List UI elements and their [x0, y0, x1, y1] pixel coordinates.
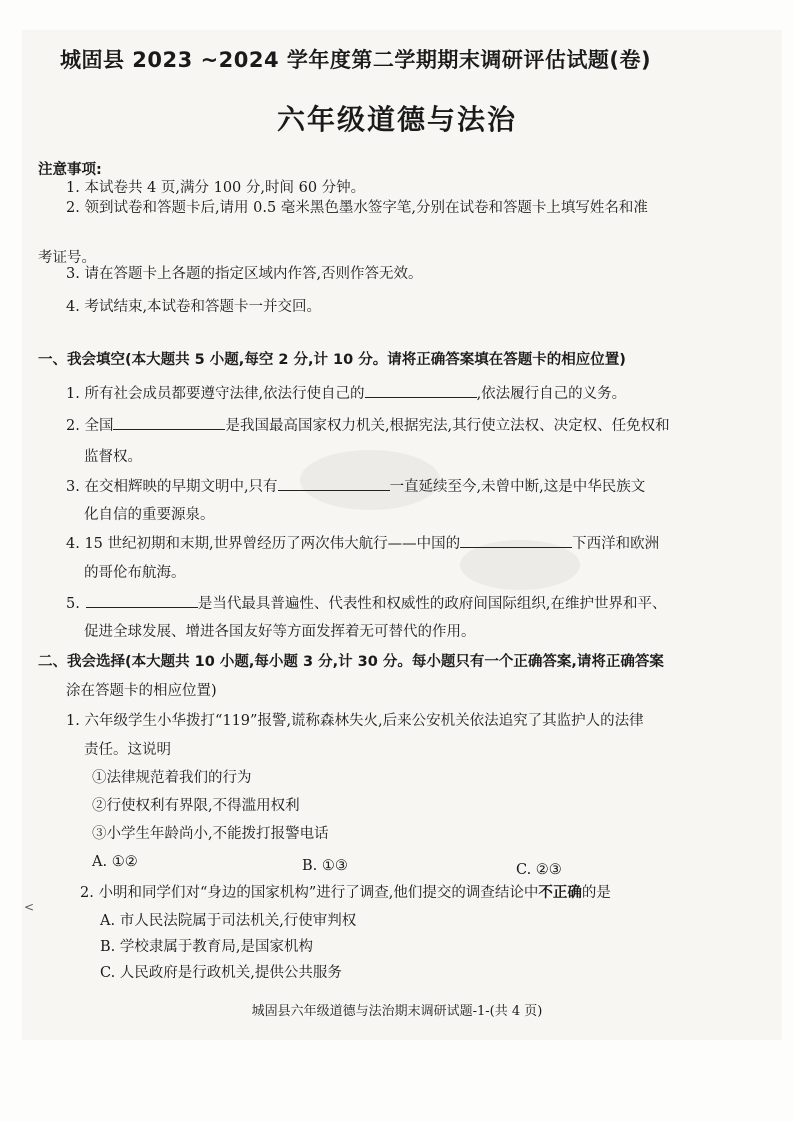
choice-question-2: [80, 883, 611, 903]
question-text: 5.: [66, 596, 80, 612]
section1-heading: 一、我会填空(本大题共 5 小题,每空 2 分,计 10 分。请将正确答案填在答题卡的相应位置): [38, 352, 626, 368]
question-text: ,依法履行自己的义务。: [476, 386, 627, 402]
statement-option: ②行使权利有界限,不得滥用权利: [92, 798, 300, 814]
statement-option: ①法律规范着我们的行为: [92, 770, 252, 786]
question-text: 4. 15 世纪初期和末期,世界曾经历了两次伟大航行——中国的: [66, 536, 461, 552]
note-item: 3. 请在答题卡上各题的指定区域内作答,否则作答无效。: [66, 266, 423, 282]
fill-question-2: [66, 415, 670, 436]
choice-option-c[interactable]: C. 人民政府是行政机关,提供公共服务: [100, 965, 342, 981]
exam-title: 城固县 2023 ~2024 学年度第二学期期末调研评估试题(卷): [60, 48, 652, 72]
subject-title: 六年级道德与法治: [276, 103, 517, 136]
notes-heading: 注意事项:: [38, 162, 102, 178]
question-text: 3. 在交相辉映的早期文明中,只有: [66, 479, 278, 495]
fill-question-3: [66, 476, 645, 497]
question-text: 的哥伦布航海。: [84, 565, 186, 581]
answer-blank[interactable]: [278, 476, 390, 491]
answer-blank[interactable]: [460, 533, 572, 548]
question-text: 责任。这说明: [84, 742, 171, 758]
choice-option-b[interactable]: B. 学校隶属于教育局,是国家机构: [100, 939, 313, 955]
choice-question-1: 1. 六年级学生小华拨打“119”报警,谎称森林失火,后来公安机关依法追究了其监护人的法律: [66, 713, 644, 729]
question-text: 监督权。: [84, 449, 142, 465]
question-text: 化自信的重要源泉。: [84, 507, 215, 523]
question-text: 一直延续至今,未曾中断,这是中华民族文: [389, 479, 646, 495]
section2-heading-cont: 涂在答题卡的相应位置): [66, 683, 217, 699]
question-text: 的是: [581, 885, 611, 901]
choice-option-b[interactable]: B. ①③: [302, 858, 348, 874]
question-text: 促进全球发展、增进各国友好等方面发挥着无可替代的作用。: [84, 624, 476, 640]
note-item: 4. 考试结束,本试卷和答题卡一并交回。: [66, 299, 322, 315]
page-footer: 城固县六年级道德与法治期末调研试题-1-(共 4 页): [251, 1004, 543, 1019]
choice-option-a[interactable]: A. 市人民法院属于司法机关,行使审判权: [100, 913, 357, 929]
fill-question-5: [66, 593, 666, 614]
question-text: 2. 全国: [66, 418, 114, 434]
section2-heading: 二、我会选择(本大题共 10 小题,每小题 3 分,计 30 分。每小题只有一个正确答案,请将正确答案: [38, 654, 664, 670]
statement-option: ③小学生年龄尚小,不能拨打报警电话: [92, 826, 329, 842]
note-item: 2. 领到试卷和答题卡后,请用 0.5 毫米黑色墨水签字笔,分别在试卷和答题卡上填写姓名和准: [66, 200, 648, 216]
choice-option-a[interactable]: A. ①②: [92, 854, 138, 870]
fill-question-1: [66, 383, 626, 404]
question-text: 2. 小明和同学们对“身边的国家机构”进行了调查,他们提交的调查结论中: [80, 885, 539, 901]
emphasis-text: 不正确: [538, 885, 582, 901]
answer-blank[interactable]: [365, 383, 477, 398]
answer-blank[interactable]: [86, 593, 198, 608]
binding-margin-mark: <: [24, 900, 35, 914]
question-text: 下西洋和欧洲: [572, 536, 660, 552]
question-text: 是当代最具普遍性、代表性和权威性的政府间国际组织,在维护世界和平、: [197, 596, 667, 612]
note-item: 1. 本试卷共 4 页,满分 100 分,时间 60 分钟。: [66, 180, 366, 196]
question-text: 是我国最高国家权力机关,根据宪法,其行使立法权、决定权、任免权和: [225, 418, 670, 434]
note-item: 考证号。: [38, 250, 96, 266]
answer-blank[interactable]: [113, 415, 225, 430]
choice-option-c[interactable]: C. ②③: [516, 862, 562, 878]
fill-question-4: [66, 533, 659, 554]
question-text: 1. 所有社会成员都要遵守法律,依法行使自己的: [66, 386, 365, 402]
